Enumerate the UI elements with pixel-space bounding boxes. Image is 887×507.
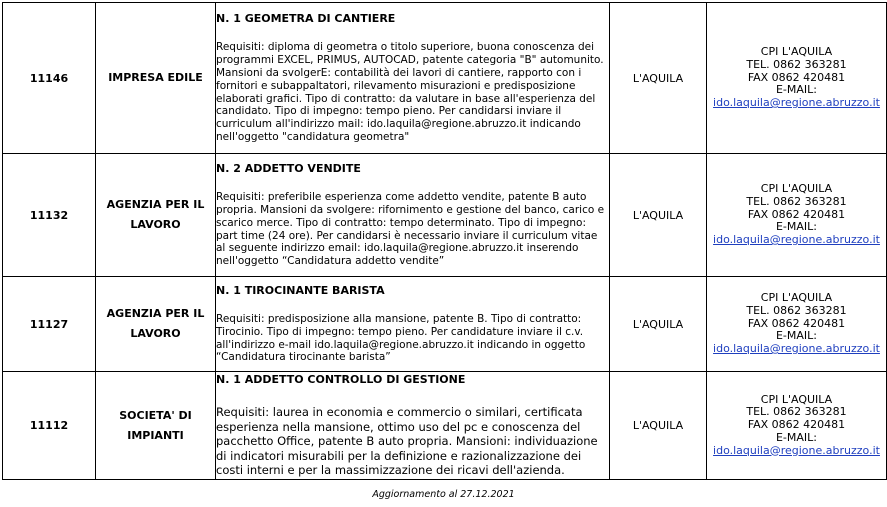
table-row [3,372,887,480]
contact-office: CPI L'AQUILA [760,392,833,406]
company-name: AGENZIA PER IL LAVORO [96,277,216,372]
contact-email-label: E-MAIL: [775,220,817,234]
offer-city: L'AQUILA [610,154,707,277]
offer-description [216,277,610,372]
offer-city: L'AQUILA [610,3,707,154]
offer-requirements: Requisiti: preferibile esperienza come addetto vendite, patente B auto propria. Mansioni da svolgere: rifornimento e gestione del banco, carico e scarico merce. Tipo di contratto: tempo determinato. Tipo di impegno: part time (24 ore). Per candidarsi è necessario inviare il curriculum vitae al seguente indirizzo email: ido.laquila@regione.abruzzo.it inserendo nell'oggetto “Candidatura addetto vendite” [216,191,605,268]
job-offers-table [2,2,887,480]
contact-email-link[interactable]: ido.laquila@regione.abruzzo.it [713,443,880,457]
offer-code: 11127 [3,277,96,372]
update-date-footer: Aggiornamento al 27.12.2021 [372,489,515,500]
contact-tel: TEL. 0862 363281 [746,194,847,208]
contact-fax: FAX 0862 420481 [747,418,846,432]
offer-description [216,154,610,277]
offer-city: L'AQUILA [610,277,707,372]
contact-email-link[interactable]: ido.laquila@regione.abruzzo.it [713,96,880,110]
contact-fax: FAX 0862 420481 [747,70,846,84]
offer-requirements: Requisiti: diploma di geometra o titolo superiore, buona conoscenza dei programmi EXCEL, PRIMUS, AUTOCAD, patente categoria "B" automunito. Mansioni da svolgerE: contabilità dei lavori di cantiere, rapporto con i fornitori e subappaltatori, rilevamento misurazioni e predisposizione elaborati grafici. Tipo di contratto: da valutare in base all'esperienza del candidato. Tipo di impegno: tempo pieno. Per candidarsi inviare il curriculum all'indirizzo mail: ido.laquila@regione.abruzzo.it indicando nell'oggetto "candidatura geometra" [216,41,604,143]
contact-office: CPI L'AQUILA [760,45,833,58]
contact-tel: TEL. 0862 363281 [746,57,847,71]
contact-tel: TEL. 0862 363281 [746,303,847,317]
contact-fax: FAX 0862 420481 [747,207,846,221]
contact-email-label: E-MAIL: [775,430,817,444]
contact-cell [707,154,887,277]
contact-fax: FAX 0862 420481 [747,316,846,330]
company-name: IMPRESA EDILE [96,3,216,154]
offer-code: 11146 [3,3,96,154]
offer-description [216,3,610,154]
table-row [3,3,887,154]
contact-email-link[interactable]: ido.laquila@regione.abruzzo.it [713,233,880,247]
offer-code: 11112 [3,372,96,480]
offer-title: N. 1 GEOMETRA DI CANTIERE [216,12,396,26]
table-row [3,154,887,277]
contact-cell [707,277,887,372]
contact-cell [707,3,887,154]
contact-cell [707,372,887,480]
company-name: AGENZIA PER IL LAVORO [96,154,216,277]
company-name: SOCIETA' DI IMPIANTI [96,372,216,480]
contact-email-link[interactable]: ido.laquila@regione.abruzzo.it [713,342,880,356]
contact-email-label: E-MAIL: [775,83,817,97]
offer-requirements: Requisiti: predisposizione alla mansione, patente B. Tipo di contratto: Tirocinio. Tipo di impegno: tempo pieno. Per candidature inviare il c.v. all'indirizzo e-mail ido.laquila@regione.abruzzo.it indicando in oggetto “Candidatura tirocinante barista” [216,312,586,364]
offer-title: N. 1 ADDETTO CONTROLLO DI GESTIONE [216,373,466,387]
offer-description [216,372,610,480]
contact-office: CPI L'AQUILA [760,291,833,304]
offer-code: 11132 [3,154,96,277]
contact-email-label: E-MAIL: [775,329,817,343]
contact-tel: TEL. 0862 363281 [746,405,847,419]
offer-city: L'AQUILA [610,372,707,480]
contact-office: CPI L'AQUILA [760,182,833,195]
offer-requirements: Requisiti: laurea in economia e commercio o similari, certificata esperienza nella mansione, ottimo uso del pc e conoscenza del pacchetto Office, patente B auto propria. Mansioni: individuazione di indicatori misurabili per la definizione e razionalizzazione dei costi interni e per la massimizzazione dei ricavi dell'azienda. [216,405,598,478]
offer-title: N. 2 ADDETTO VENDITE [216,162,361,176]
offer-title: N. 1 TIROCINANTE BARISTA [216,283,385,297]
table-row [3,277,887,372]
